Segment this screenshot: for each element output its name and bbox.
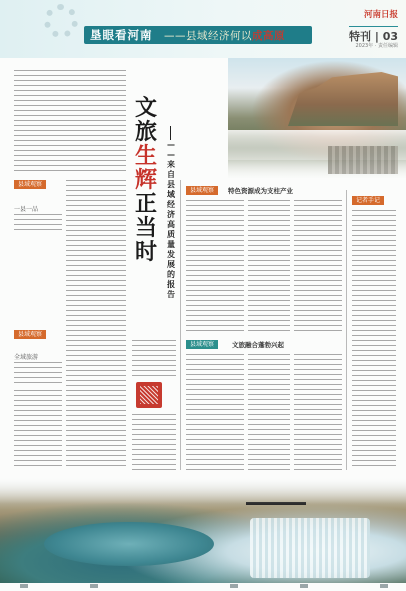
footer-mark (20, 584, 28, 588)
text-column-mid-2c (294, 354, 342, 470)
cliff-shape (288, 72, 398, 126)
text-column-mid-1b (248, 200, 290, 332)
section-tag-mid-2: 县域观察 (186, 340, 218, 349)
main-subtitle: ——来自县域经济高质量发展的报告 (167, 140, 175, 299)
stub-left-1: 一县一品 (14, 206, 39, 213)
headline-sub (164, 28, 285, 43)
page-number: 特刊 | 03 (349, 26, 398, 44)
text-column-right (352, 210, 396, 470)
main-title (131, 96, 161, 264)
text-column-mid-2a (186, 354, 244, 470)
footer-mark (380, 584, 388, 588)
column-divider-right (346, 190, 347, 470)
lake-shape (44, 522, 214, 566)
section-tag-left-2: 县域观察 (14, 330, 46, 339)
text-column-left-bottom (14, 390, 62, 470)
text-column-left-top (14, 70, 126, 174)
headline-main: 垦眼看河南 (90, 28, 153, 42)
section-tag-left-1: 县域观察 (14, 180, 46, 189)
text-column-under-seal (132, 414, 176, 470)
header-banner (0, 0, 406, 58)
section-head-mid-1: 特色资源成为支柱产业 (228, 187, 293, 195)
mountain-photo (228, 58, 406, 178)
section-tag-right: 记者手记 (352, 196, 384, 205)
subtitle-rule (170, 126, 171, 140)
text-column-mid-1a (186, 200, 244, 332)
text-column-mid-1c (294, 200, 342, 332)
title-char: 文 (134, 95, 157, 121)
title-char-red: 辉 (134, 167, 157, 193)
text-column-under-title (132, 340, 176, 376)
section-tag-mid-1: 县域观察 (186, 186, 218, 195)
page-meta: 2023年 · 责任编辑 (355, 43, 398, 49)
title-char: 时 (134, 239, 157, 265)
footer-mark (90, 584, 98, 588)
footer-mark (300, 584, 308, 588)
headline-sub-text: ——县域经济何以 (164, 30, 252, 42)
reservoir-photo (0, 478, 406, 583)
photo-fade (0, 478, 406, 504)
section-head-mid-2: 文旅融合蓬勃兴起 (232, 341, 284, 349)
waterfall-shape (250, 518, 370, 578)
title-char: 当 (134, 215, 157, 241)
column-divider (180, 180, 181, 470)
seal-stamp (136, 382, 162, 408)
title-char: 旅 (134, 119, 157, 145)
stub-left-2: 全域旅游 (14, 354, 39, 361)
page-tag-top: 河南日报 (363, 10, 398, 20)
text-column-left-mid (14, 214, 62, 234)
headline-red-text: 成高原 (252, 30, 285, 42)
text-column-left-lower (14, 362, 62, 384)
village-shape (328, 146, 398, 174)
text-column-mid-2b (248, 354, 290, 470)
footer-strip (0, 583, 406, 591)
gear-icon (44, 4, 78, 38)
title-char-red: 生 (134, 143, 157, 169)
footer-mark (230, 584, 238, 588)
title-char: 正 (134, 191, 157, 217)
text-column-center-left (66, 180, 126, 470)
